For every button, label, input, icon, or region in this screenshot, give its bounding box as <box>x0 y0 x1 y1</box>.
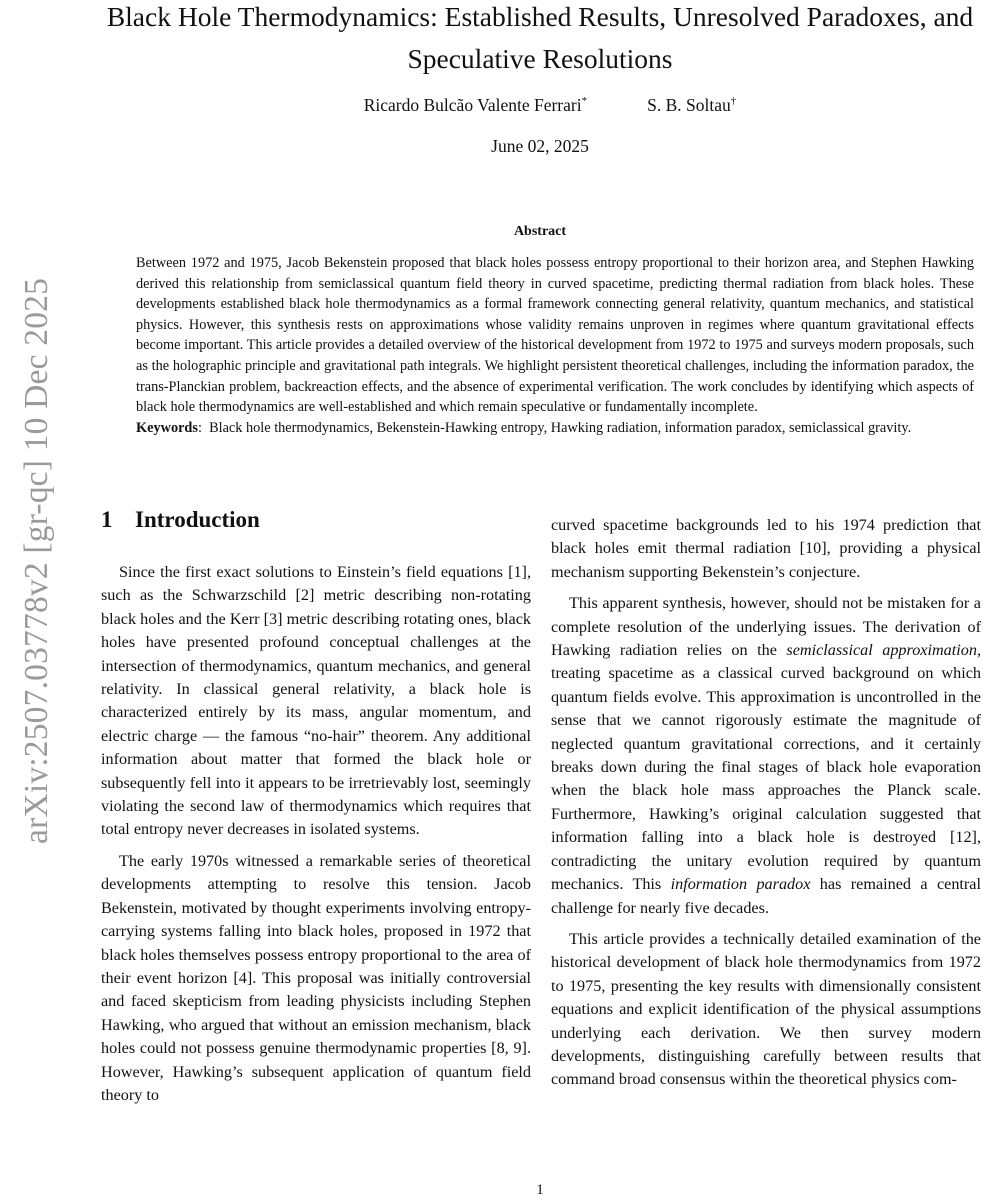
author-2-footnote-mark: † <box>730 95 737 108</box>
term-semiclassical-approximation: semiclassical approximation <box>786 641 977 660</box>
keywords-label: Keywords <box>136 419 198 436</box>
intro-paragraph-2-continued: curved spacetime backgrounds led to his 1974 prediction that black holes emit thermal radiation [10], providing a physical mechanism supporting Bekenstein’s conjecture. <box>551 516 981 581</box>
intro-paragraph-2: The early 1970s witnessed a remarkable series of theoretical developments attempting to resolve this tension. Jacob Bekenstein, motivated by thought experiments involving entropy-carrying systems falling into black holes, proposed in 1972 that black holes themselves possess entropy proportional to the area of their event horizon [4]. This proposal was initially controversial and faced skepticism from leading physicists including Stephen Hawking, who argued that without an emission mechanism, black holes could not possess genuine thermodynamic properties [8, 9]. However, Hawking’s subsequent application of quantum field theory to <box>101 851 531 1104</box>
author-list <box>160 95 940 116</box>
author-1-footnote-mark: * <box>581 95 588 108</box>
intro-paragraph-1: Since the first exact solutions to Einstein’s field equations [1], such as the Schwarzschild [2] metric describing non-rotating black holes and the Kerr [3] metric describing rotating ones, black holes have presented profound conceptual challenges at the intersection of thermodynamics, quantum mechanics, and general relativity. In classical general relativity, a black hole is characterized entirely by its mass, angular momentum, and electric charge — the famous “no-hair” theorem. Any additional information about matter that formed the black hole or subsequently fell into it appears to be irretrievably lost, seemingly violating the second law of thermodynamics which requires that total entropy never decreases in isolated systems. <box>101 563 531 839</box>
keywords-line: Keywords: Black hole thermodynamics, Bekenstein-Hawking entropy, Hawking radiation, information paradox, semiclassical gravity. <box>136 419 912 436</box>
section-number: 1 <box>101 507 113 532</box>
arxiv-identifier-stamp: arXiv:2507.03778v2 [gr-qc] 10 Dec 2025 <box>18 277 55 844</box>
page-number: 1 <box>536 1182 544 1198</box>
section-title: Introduction <box>135 507 260 532</box>
term-information-paradox: information paradox <box>670 875 811 894</box>
author-2-name: S. B. Soltau <box>647 95 731 115</box>
right-column <box>551 514 981 1100</box>
left-column <box>101 561 531 1115</box>
author-1-name: Ricardo Bulcão Valente Ferrari <box>363 95 582 115</box>
intro-paragraph-3 <box>551 592 981 920</box>
abstract-text: Between 1972 and 1975, Jacob Bekenstein proposed that black holes possess entropy proportional to their horizon area, and Stephen Hawking derived this relationship from semiclassical quantum field theory in curved spacetime, predicting thermal radiation from black holes. These developments established black hole thermodynamics as a formal framework connecting general relativity, quantum mechanics, and statistical physics. However, this synthesis rests on approximations whose validity remains unproven in regimes where quantum gravitational effects become important. This article provides a detailed overview of the historical development from 1972 to 1975 and surveys modern proposals, such as the holographic principle and gravitational path integrals. We highlight persistent theoretical challenges, including the information paradox, the trans-Planckian problem, backreaction effects, and the absence of experimental verification. The work concludes by identifying which aspects of black hole thermodynamics are well-established and which remain speculative or fundamentally incomplete. <box>136 255 974 416</box>
abstract-body <box>136 253 974 438</box>
author-2 <box>647 95 736 116</box>
paragraph-3-text-a: This apparent synthesis, however, should not be mistaken for a complete resolution of the underlying issues. The derivation of Hawking radiation relies on the <box>551 594 981 660</box>
section-heading-introduction <box>101 507 260 533</box>
paper-title: Black Hole Thermodynamics: Established Results, Unresolved Paradoxes, and Speculative Resolutions <box>106 1 974 74</box>
paragraph-3-text-b: , treating spacetime as a classical curved background on which quantum fields evolve. This approximation is uncontrolled in the sense that we cannot rigorously estimate the magnitude of neglected quantum gravitational corrections, and it certainly breaks down during the final stages of black hole evaporation when the black hole mass approaches the Planck scale. Furthermore, Hawking’s original calculation suggested that information falling into a black hole is destroyed [12], contradicting the unitary evolution required by quantum mechanics. This <box>551 641 981 894</box>
intro-paragraph-4: This article provides a technically detailed examination of the historical development of black hole thermodynamics from 1972 to 1975, presenting the key results with dimensionally consistent equations and explicit identification of the physical assumptions underlying each derivation. We then survey modern developments, distinguishing carefully between results that command broad consensus within the theoretical physics com- <box>551 929 981 1089</box>
publication-date: June 02, 2025 <box>491 136 589 156</box>
author-1 <box>364 95 587 116</box>
abstract-heading: Abstract <box>513 224 567 239</box>
keywords-list: Black hole thermodynamics, Bekenstein-Hawking entropy, Hawking radiation, information paradox, semiclassical gravity. <box>209 419 912 436</box>
paragraph-3-text-c: has remained a central challenge for nearly five decades. <box>551 875 981 917</box>
